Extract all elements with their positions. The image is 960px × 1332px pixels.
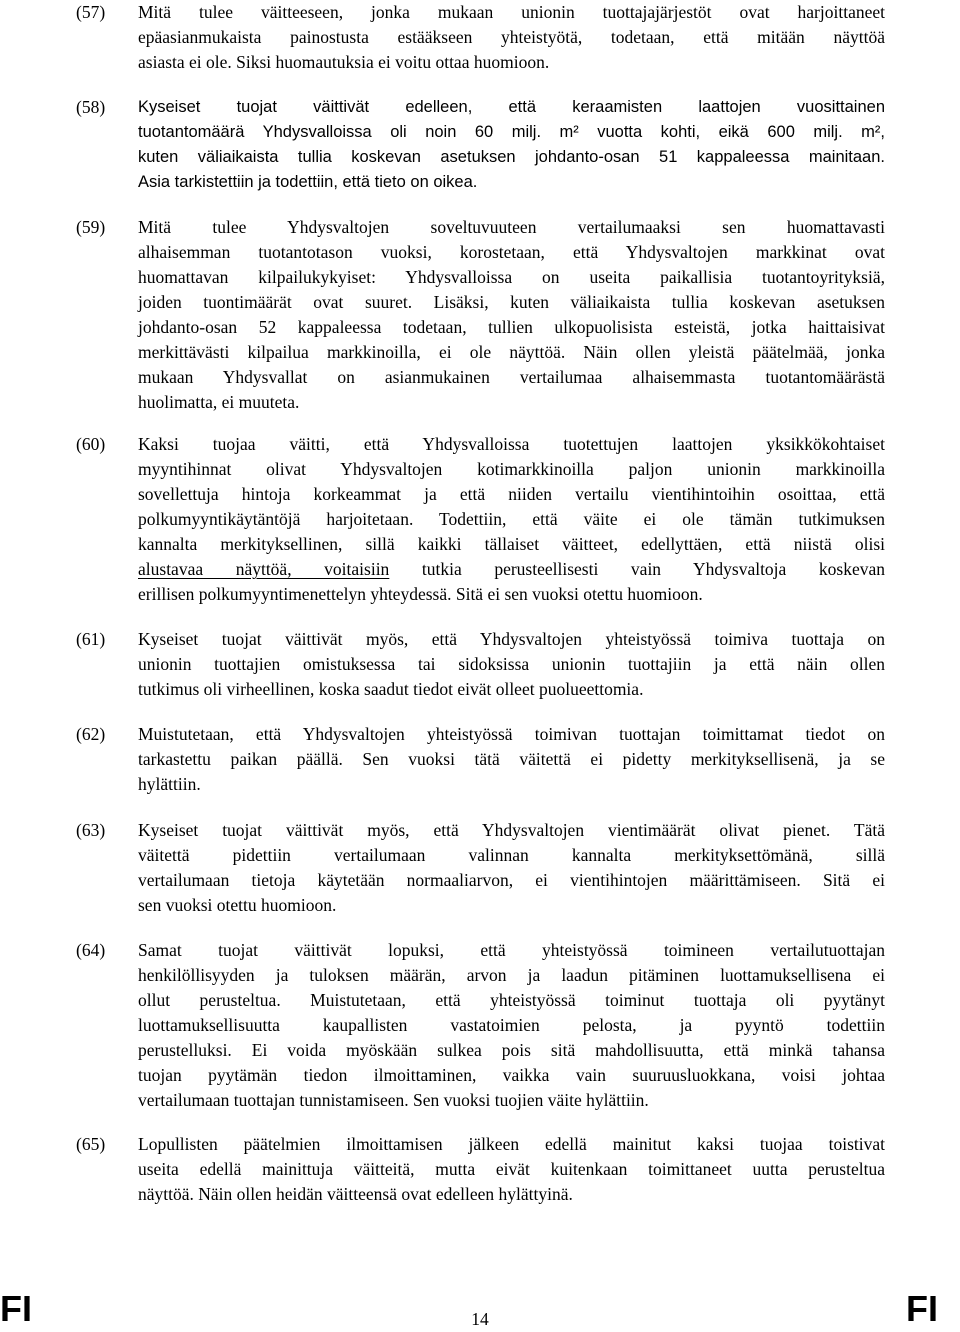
paragraph-number: (62)	[76, 724, 106, 744]
text-line: Lopullisten päätelmien ilmoittamisen jälkeen edellä mainitut kaksi tuojaa toistivat	[138, 1134, 885, 1154]
text-line: useita edellä mainittuja väitteitä, mutta eivät kuitenkaan toimittaneet uutta perusteltua	[138, 1159, 885, 1179]
text-line: unionin tuottajien omistuksessa tai sidoksissa unionin tuottajiin ja että näin ollen	[138, 654, 885, 674]
paragraph-body	[138, 95, 885, 195]
text-line: vertailumaan tietoja käytetään normaaliarvon, ei vientihintojen määrittämiseen. Sitä ei	[138, 870, 885, 890]
text-line: mukaan Yhdysvallat on asianmukainen vertailumaa alhaisemmasta tuotantomäärästä	[138, 367, 885, 387]
text-line-with-underline: alustavaa näyttöä, voitaisiin tutkia perusteellisesti vain Yhdysvaltoja koskevan	[138, 559, 885, 579]
paragraph-body	[138, 938, 885, 1113]
paragraph-number: (57)	[76, 2, 106, 22]
text-line: vertailumaan tuottajan tunnistamiseen. Sen vuoksi tuojien väite hylättiin.	[138, 1090, 649, 1110]
text-line: kuten väliaikaista tullia koskevan asetuksen johdanto-osan 51 kappaleessa mainitaan.	[138, 148, 885, 166]
text-line: tarkastettu paikan päällä. Sen vuoksi tätä väitettä ei pidetty merkityksellisenä, ja se	[138, 749, 885, 769]
paragraph-number: (64)	[76, 940, 106, 960]
paragraph-number: (61)	[76, 629, 106, 649]
text-line: merkittävästi kilpailua markkinoilla, ei ole näyttöä. Näin ollen yleistä päätelmää, jonka	[138, 342, 885, 362]
underlined-phrase: alustavaa näyttöä, voitaisiin	[138, 559, 390, 579]
paragraph-body	[138, 627, 885, 702]
text-line: tuojan pyytämän tiedon ilmoittaminen, vaikka vain suuruusluokkana, voisi johtaa	[138, 1065, 885, 1085]
paragraph-body	[138, 818, 885, 918]
text-line: huolimatta, ei muuteta.	[138, 392, 300, 412]
text-line: huomattavan kilpailukykyiset: Yhdysvalloissa on useita paikallisia tuotantoyrityksiä,	[138, 267, 885, 287]
paragraph-number: (58)	[76, 97, 106, 117]
paragraph-body	[138, 1132, 885, 1207]
paragraph-body	[138, 0, 885, 75]
text-line: Kyseiset tuojat väittivät myös, että Yhdysvaltojen yhteistyössä toimiva tuottaja on	[138, 629, 885, 649]
page-number: 14	[471, 1309, 489, 1329]
text-line: Samat tuojat väittivät lopuksi, että yhteistyössä toimineen vertailutuottajan	[138, 940, 885, 960]
paragraph-number: (65)	[76, 1134, 106, 1154]
paragraph-body	[138, 432, 885, 607]
text-line: Muistutetaan, että Yhdysvaltojen yhteistyössä toimivan tuottajan toimittamat tiedot on	[138, 724, 885, 744]
text-line: luottamuksellisuutta kaupallisten vastatoimien pelosta, ja pyyntö todettiin	[138, 1015, 885, 1035]
text-line: Asia tarkistettiin ja todettiin, että tieto on oikea.	[138, 173, 478, 191]
text-line: myyntihinnat olivat Yhdysvaltojen kotimarkkinoilla paljon unionin markkinoilla	[138, 459, 885, 479]
paragraph-number: (59)	[76, 217, 106, 237]
text-line: asiasta ei ole. Siksi huomautuksia ei voitu ottaa huomioon.	[138, 52, 550, 72]
text-line: tutkimus oli virheellinen, koska saadut tiedot eivät olleet puolueettomia.	[138, 679, 644, 699]
text-line: alhaisemman tuotantotason vuoksi, korostetaan, että Yhdysvaltojen markkinat ovat	[138, 242, 885, 262]
footer-language-code-right: FI	[906, 1288, 938, 1329]
text-line: väitettä pidettiin vertailumaan valinnan kannalta merkityksettömänä, sillä	[138, 845, 885, 865]
text-line: tuotantomäärä Yhdysvalloissa oli noin 60 milj. m² vuotta kohti, eikä 600 milj. m²,	[138, 123, 885, 141]
paragraph-number: (60)	[76, 434, 106, 454]
text-line: sen vuoksi otettu huomioon.	[138, 895, 337, 915]
text-line: kannalta merkityksellinen, sillä kaikki tällaiset väitteet, edellyttäen, että niistä olisi	[138, 534, 885, 554]
text-line: Kaksi tuojaa väitti, että Yhdysvalloissa tuotettujen laattojen yksikkökohtaiset	[138, 434, 885, 454]
text-line: epäasianmukaista painostusta estääkseen yhteistyötä, todetaan, että mitään näyttöä	[138, 27, 885, 47]
text-line: Kyseiset tuojat väittivät edelleen, että keraamisten laattojen vuosittainen	[138, 98, 885, 116]
paragraph-body	[138, 722, 885, 797]
text-line: johdanto-osan 52 kappaleessa todetaan, tullien ulkopuolisista esteistä, jotka haittaisivat	[138, 317, 885, 337]
text-line: ollut perusteltua. Muistutetaan, että yhteistyössä toiminut tuottaja oli pyytänyt	[138, 990, 885, 1010]
text-line: erillisen polkumyyntimenettelyn yhteydessä. Sitä ei sen vuoksi otettu huomioon.	[138, 584, 703, 604]
text-line: näyttöä. Näin ollen heidän väitteensä ovat edelleen hylättyinä.	[138, 1184, 573, 1204]
text-line: Mitä tulee Yhdysvaltojen soveltuvuuteen vertailumaaksi sen huomattavasti	[138, 217, 885, 237]
text-line: perustelluksi. Ei voida myöskään sulkea pois sitä mahdollisuutta, että minkä tahansa	[138, 1040, 885, 1060]
text-line: henkilöllisyyden ja tuloksen määrän, arvon ja laadun pitäminen luottamuksellisena ei	[138, 965, 885, 985]
text-line: polkumyyntikäytäntöjä harjoitetaan. Todettiin, että väite ei ole tämän tutkimuksen	[138, 509, 885, 529]
text-line: Mitä tulee väitteeseen, jonka mukaan unionin tuottajajärjestöt ovat harjoittaneet	[138, 2, 885, 22]
footer-language-code-left: FI	[0, 1288, 32, 1329]
text-line: Kyseiset tuojat väittivät myös, että Yhdysvaltojen vientimäärät olivat pienet. Tätä	[138, 820, 885, 840]
text-line: sovellettuja hintoja korkeammat ja että niiden vertailu vientihintoihin osoittaa, että	[138, 484, 885, 504]
text-line: joiden tuontimäärät ovat suuret. Lisäksi, kuten väliaikaista tullia koskevan asetuksen	[138, 292, 885, 312]
paragraph-number: (63)	[76, 820, 106, 840]
text-line: hylättiin.	[138, 774, 201, 794]
paragraph-body	[138, 215, 885, 415]
